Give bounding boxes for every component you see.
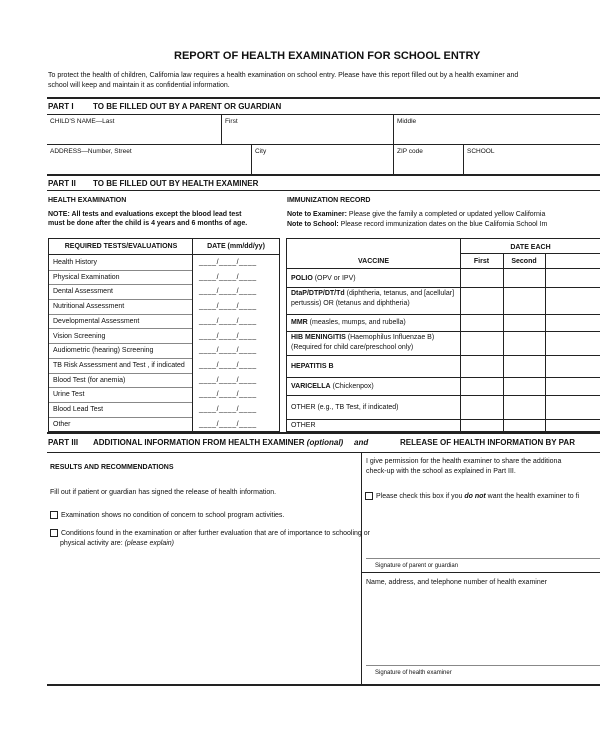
vaccine-name-bold: HIB MENINGITIS [291, 334, 346, 341]
option-conditions-line2 [60, 539, 174, 548]
conditions-found-checkbox[interactable] [50, 529, 58, 537]
vaccine-date-third-field[interactable] [546, 377, 600, 395]
test-date-field[interactable]: ____/____/____ [199, 361, 257, 369]
test-name [53, 317, 141, 326]
vaccine-date-third-field[interactable] [546, 331, 600, 355]
vaccine-date-third-field[interactable] [546, 419, 600, 432]
examiner-info-label: Name, address, and telephone number of health examiner [366, 579, 547, 586]
vaccine-name-detail-line2: (Required for child care/preschool only) [291, 344, 414, 351]
test-row [49, 387, 279, 402]
age-note-line2: must be done after the child is 4 years and 6 months of age. [48, 220, 248, 227]
test-name [53, 302, 126, 311]
divider [47, 684, 600, 686]
vaccine-date-second-field[interactable] [504, 377, 545, 395]
test-name-main: Blood Lead Test [53, 406, 104, 413]
test-date-field[interactable]: ____/____/____ [199, 347, 257, 355]
test-name [53, 390, 86, 399]
fill-out-note: Fill out if patient or guardian has signed the release of health information. [50, 489, 277, 496]
vaccine-name-bold: DtaP/DTP/DT/Td [291, 290, 345, 297]
vaccine-row [287, 331, 600, 355]
opt-out-check[interactable] [365, 492, 579, 501]
test-name-main: TB Risk Assessment and Test [53, 361, 146, 369]
test-name [53, 420, 73, 429]
divider [393, 114, 394, 144]
test-date-field[interactable]: ____/____/____ [199, 332, 257, 340]
test-name-main: Nutritional Assessment [53, 303, 125, 311]
vaccine-date-first-field[interactable] [461, 377, 503, 395]
note-school-label: Note to School: [287, 221, 339, 228]
vaccine-name-detail: (diphtheria, tetanus, and [acellular] [344, 290, 455, 297]
vaccine-name-detail: (OPV or IPV) [312, 274, 356, 282]
vaccine-name-bold: MMR [291, 319, 308, 326]
test-row [49, 299, 279, 314]
part2-heading: TO BE FILLED OUT BY HEALTH EXAMINER [93, 179, 259, 188]
test-row [49, 329, 279, 344]
divider [463, 144, 464, 174]
test-row [49, 417, 279, 432]
parent-signature-field[interactable] [366, 515, 596, 558]
test-row [49, 284, 279, 299]
permission-line1: I give permission for the health examiner to share the additiona [366, 458, 562, 465]
vaccine-name-bold: POLIO [291, 274, 313, 282]
vaccine-name-detail: OTHER (e.g., TB Test, if indicated) [291, 403, 399, 411]
divider [47, 174, 600, 176]
vaccine-name-detail: (Haemophilus Influenzae B) [345, 334, 435, 341]
test-name-main: Audiometric [53, 347, 90, 355]
note-to-examiner [287, 210, 545, 219]
vaccine-date-third-field[interactable] [546, 395, 600, 419]
vaccine-date-first-field[interactable] [461, 331, 503, 355]
test-name-main: Urine Test [53, 391, 85, 399]
first-dose-header: First [473, 258, 490, 265]
test-name-main: Developmental Assessment [53, 317, 140, 325]
test-row [49, 270, 279, 285]
option-conditions-label-cont: physical activity are: [60, 540, 123, 547]
test-row [49, 402, 279, 417]
test-date-field[interactable]: ____/____/____ [199, 420, 257, 428]
city-field[interactable] [255, 156, 391, 172]
option-conditions-label: Conditions found in the examination or after further evaluation that are of importance to schooling or [61, 530, 370, 537]
address-field[interactable] [50, 156, 246, 172]
second-dose-header: Second [511, 258, 537, 265]
vaccine-name [291, 421, 316, 430]
test-date-field[interactable]: ____/____/____ [199, 391, 257, 399]
test-name [53, 287, 115, 296]
opt-out-text-pre: Please check this box if you [376, 493, 465, 500]
vaccine-date-first-field[interactable] [461, 287, 503, 314]
city-label: City [255, 148, 267, 155]
examiner-signature-label: Signature of health examiner [375, 670, 452, 676]
divider [47, 452, 600, 453]
divider [251, 144, 252, 174]
parent-signature-label: Signature of parent or guardian [375, 563, 459, 569]
vaccine-name [291, 274, 356, 283]
divider [361, 572, 600, 573]
part3-heading [93, 438, 343, 447]
vaccine-row [287, 287, 600, 314]
note-to-school [287, 220, 547, 229]
divider [366, 558, 600, 559]
part1-heading: TO BE FILLED OUT BY A PARENT OR GUARDIAN [93, 102, 282, 111]
note-examiner-label: Note to Examiner: [287, 211, 347, 218]
intro-text-line1: To protect the health of children, California law requires a health examination on school entry. Please have this report filled out by a health examiner and [48, 72, 519, 79]
vaccine-name-bold: VARICELLA [291, 382, 331, 390]
child-middle-name-field[interactable] [397, 126, 597, 142]
intro-text-line2: school will keep and maintain it as confidential information. [48, 82, 230, 89]
immunization-table [286, 238, 600, 432]
test-name-extra: (hearing) Screening [91, 347, 154, 355]
opt-out-checkbox[interactable] [365, 492, 373, 500]
vaccine-name [291, 403, 399, 412]
zip-label: ZIP code [397, 148, 423, 155]
part3-heading-text: ADDITIONAL INFORMATION FROM HEALTH EXAMINER [93, 438, 305, 447]
divider [366, 665, 600, 666]
first-name-label: First [225, 118, 238, 125]
test-row [49, 373, 279, 388]
test-name-main: Dental Assessment [53, 288, 113, 296]
vaccine-date-second-field[interactable] [504, 419, 545, 432]
vaccine-name-detail: (measles, mumps, and rubella) [307, 319, 406, 326]
test-name-main: Vision Screening [53, 332, 106, 340]
vaccine-date-second-field[interactable] [504, 331, 545, 355]
divider [47, 144, 600, 145]
vaccine-header: VACCINE [358, 258, 389, 265]
vaccine-date-second-field[interactable] [504, 395, 545, 419]
vaccine-row [287, 395, 600, 419]
vaccine-name-bold: HEPATITIS B [291, 362, 334, 370]
test-name-main: Health History [53, 259, 97, 266]
vaccine-date-third-field[interactable] [546, 269, 600, 287]
vaccine-row [287, 355, 600, 377]
permission-line2: check-up with the school as explained in Part III. [366, 468, 516, 475]
zip-field[interactable] [397, 156, 461, 172]
test-name-extra: (for anemia) [87, 376, 126, 384]
test-date-field[interactable]: ____/____/____ [199, 303, 257, 311]
opt-out-text-post: want the health examiner to fi [485, 493, 580, 500]
test-name [53, 332, 107, 341]
results-heading: RESULTS AND RECOMMENDATIONS [50, 464, 174, 471]
test-name-main: Physical Examination [53, 273, 120, 281]
opt-out-emphasis: do not [464, 493, 486, 500]
test-date-field[interactable]: ____/____/____ [199, 317, 257, 325]
test-name-main: Other [53, 420, 71, 428]
and-label: and [354, 438, 369, 447]
test-row [49, 358, 279, 373]
test-name [53, 273, 122, 282]
vaccine-date-second-field[interactable] [504, 314, 545, 331]
test-name [53, 405, 105, 414]
divider [460, 253, 600, 254]
divider [361, 452, 362, 684]
test-date-field[interactable]: ____/____/____ [199, 406, 257, 413]
please-explain-label: (please explain) [124, 540, 175, 547]
vaccine-name-detail: (Chickenpox) [330, 382, 374, 390]
note-school-text: Please record immunization dates on the blue California School Im [340, 221, 548, 228]
part1-number: PART I [48, 102, 74, 111]
vaccine-name [291, 318, 406, 327]
tests-table [48, 238, 280, 432]
test-name-extra: , if indicated [147, 361, 185, 369]
divider [47, 97, 600, 99]
divider [47, 432, 600, 434]
test-date-field[interactable]: ____/____/____ [199, 288, 257, 296]
vaccine-date-second-field[interactable] [504, 287, 545, 314]
vaccine-name [291, 362, 334, 371]
vaccine-date-second-field[interactable] [504, 269, 545, 287]
middle-name-label: Middle [397, 118, 417, 125]
vaccine-date-third-field[interactable] [546, 355, 600, 377]
option-no-concern[interactable] [50, 511, 284, 520]
test-name [53, 361, 185, 370]
health-exam-heading: HEALTH EXAMINATION [48, 197, 127, 204]
vaccine-date-third-field[interactable] [546, 314, 600, 331]
school-label: SCHOOL [467, 148, 495, 155]
vaccine-name-detail-line2: pertussis) OR (tetanus and diphtheria) [291, 300, 410, 307]
child-last-name-field[interactable] [50, 126, 218, 142]
vaccine-date-first-field[interactable] [461, 419, 503, 432]
test-date-field[interactable]: ____/____/____ [199, 273, 257, 281]
conditions-explanation-field[interactable] [50, 552, 355, 677]
vaccine-row [287, 377, 600, 395]
test-row [49, 314, 279, 329]
child-first-name-field[interactable] [225, 126, 390, 142]
divider [47, 114, 600, 115]
test-date-field[interactable]: ____/____/____ [199, 376, 257, 384]
option-no-concern-label: Examination shows no condition of concern to school program activities. [61, 512, 285, 519]
immunization-heading: IMMUNIZATION RECORD [287, 197, 371, 204]
optional-label: (optional) [306, 438, 344, 447]
vaccine-name-detail: OTHER [291, 422, 316, 429]
test-row [49, 343, 279, 358]
test-name [53, 376, 125, 385]
page-title: REPORT OF HEALTH EXAMINATION FOR SCHOOL ENTRY [174, 50, 481, 62]
vaccine-date-second-field[interactable] [504, 355, 545, 377]
divider [47, 190, 600, 191]
address-label: ADDRESS—Number, Street [50, 148, 132, 155]
examiner-info-field[interactable] [366, 590, 596, 662]
age-note-line1: NOTE: All tests and evaluations except the blood lead test [48, 211, 242, 218]
divider [393, 144, 394, 174]
vaccine-date-first-field[interactable] [461, 355, 503, 377]
part3-number: PART III [48, 438, 79, 447]
date-header: DATE (mm/dd/yy) [207, 243, 265, 250]
divider [221, 114, 222, 144]
release-heading: RELEASE OF HEALTH INFORMATION BY PAR [400, 438, 575, 447]
vaccine-date-third-field[interactable] [546, 287, 600, 314]
date-each-header: DATE EACH [510, 244, 551, 251]
test-name [53, 258, 99, 267]
vaccine-row [287, 314, 600, 331]
vaccine-date-first-field[interactable] [461, 269, 503, 287]
test-name-main: Blood Test [53, 376, 86, 384]
vaccine-name [291, 382, 374, 391]
vaccine-name [291, 289, 454, 298]
test-date-field[interactable]: ____/____/____ [199, 259, 257, 266]
tests-header: REQUIRED TESTS/EVALUATIONS [64, 243, 178, 250]
no-concern-checkbox[interactable] [50, 511, 58, 519]
vaccine-name [291, 333, 434, 342]
vaccine-date-first-field[interactable] [461, 314, 503, 331]
vaccine-row [287, 269, 600, 287]
vaccine-date-first-field[interactable] [461, 395, 503, 419]
vaccine-row [287, 419, 600, 432]
test-row [49, 255, 279, 270]
test-name [53, 346, 153, 355]
school-field[interactable] [467, 156, 597, 172]
option-conditions-found[interactable] [50, 529, 370, 538]
part2-number: PART II [48, 179, 76, 188]
note-examiner-text: Please give the family a completed or updated yellow California [348, 211, 546, 218]
child-name-last-label: CHILD'S NAME—Last [50, 118, 115, 125]
